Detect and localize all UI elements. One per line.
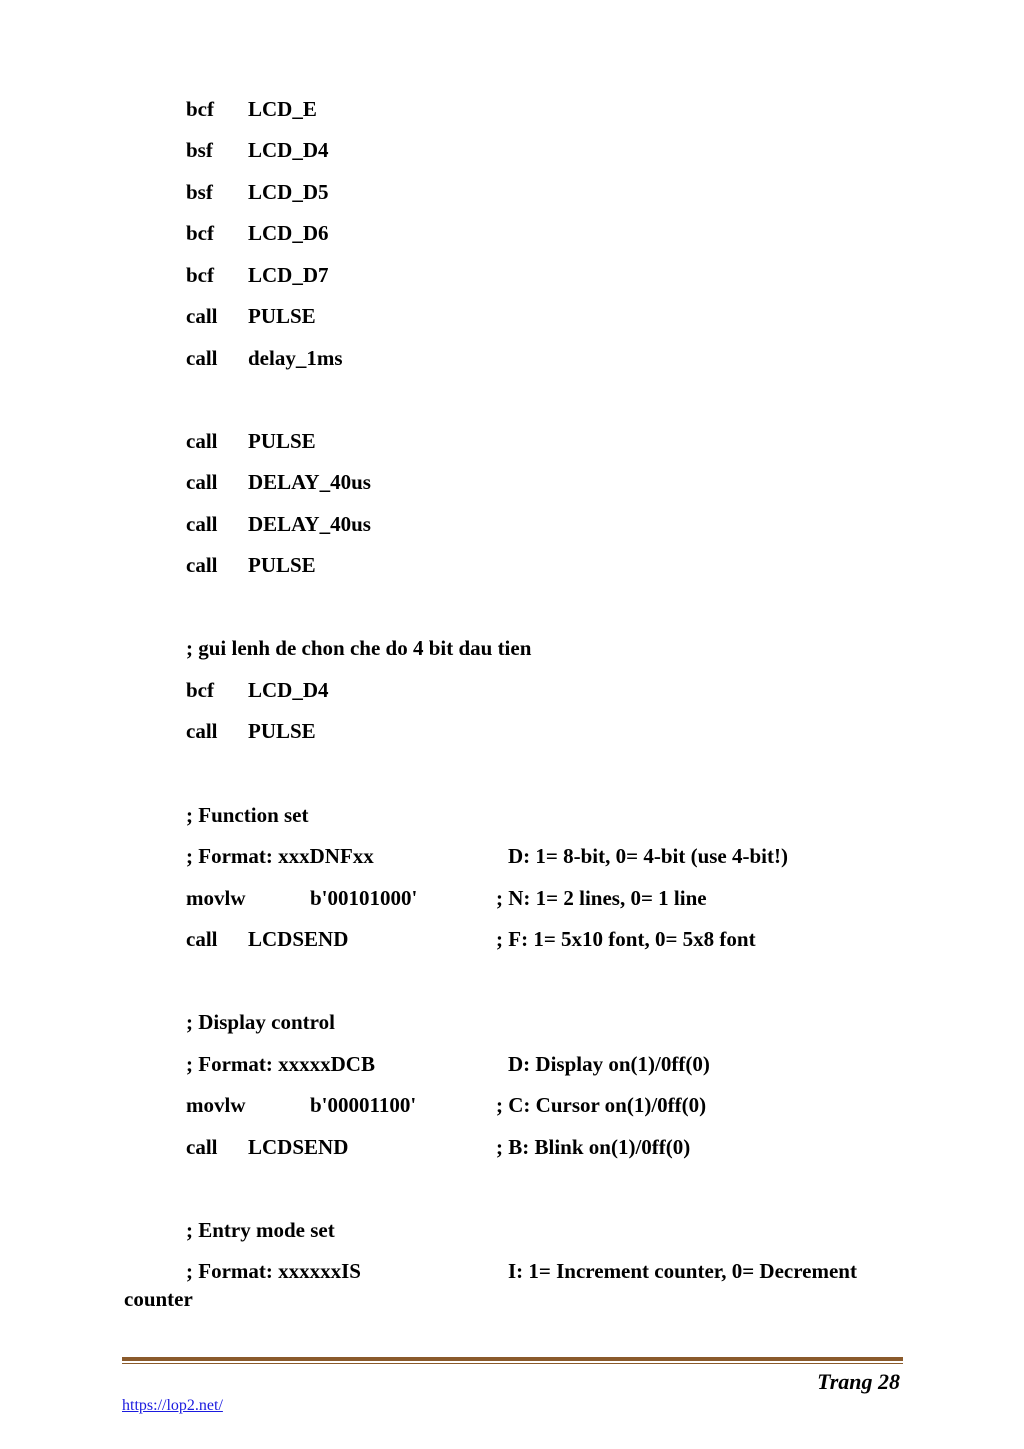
document-page: bcf LCD_E bsf LCD_D4 bsf LCD_D5 bcf LCD_D6 bcf LCD_D7 call PULSE call delay_1ms call PULSE call DELAY_40us call DELAY_40us call PULSE ; gui lenh de chon che do 4 bit dau tien bcf LCD_D4 call PULSE ; Function set ; Format: xxxDNFxx D: 1= 8-bit, 0= 4-bit (use 4-bit!) movlw b'00101000' ; N: 1= 2 lines, 0= 1 line call LCDSEND ; F: 1= 5x10 font, 0= 5x8 font ; Display control ; Format: xxxxxDCB D: Display on(1)/0ff(0) movlw b'00001100' ; C: Cursor on(1)/0ff(0) call LCDSEND ; B: Blink on(1)/0ff(0) ; Entry mode set ; Format: xxxxxxIS I: 1= Increment counter, 0= Decrement counter Trang 28 https://lop2.net/ — [0, 0, 1024, 1449]
footer-link[interactable]: https://lop2.net/ — [122, 1397, 223, 1414]
footer-divider-thin — [122, 1363, 903, 1364]
page-number: Trang 28 — [817, 1369, 900, 1394]
wrapped-text: counter — [124, 1287, 193, 1311]
footer-divider — [122, 1357, 903, 1361]
